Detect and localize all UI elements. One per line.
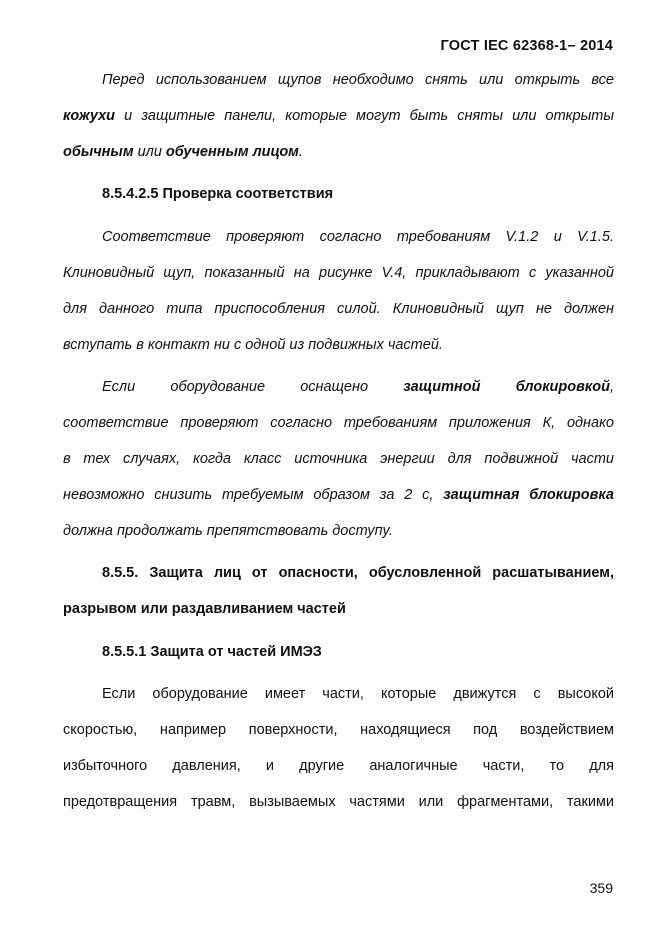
text-fragment: .	[298, 144, 303, 160]
text-line: для данного типа приспособления силой. Клиновидный щуп не должен	[63, 301, 614, 317]
text-line: соответствие проверяют согласно требованиям приложения К, однако	[63, 415, 614, 431]
page-header: ГОСТ IEC 62368-1– 2014	[440, 38, 613, 54]
text-line: вступать в контакт ни с одной из подвижных частей.	[63, 337, 443, 353]
text-line: скоростью, например поверхности, находящиеся под воздействием	[63, 722, 614, 738]
heading-text: 8.5.5. Защита лиц от опасности, обусловленной расшатыванием,	[102, 565, 614, 581]
text-line	[63, 486, 614, 504]
section-heading	[63, 564, 614, 618]
text-fragment: Если оборудование оснащено	[102, 379, 404, 395]
paragraph-compliance-check	[63, 228, 614, 354]
text-line	[63, 107, 614, 125]
text-line: Перед использованием щупов необходимо снять или открыть все	[102, 72, 614, 88]
text-fragment: и защитные панели, которые могут быть сняты или открыты	[115, 108, 614, 124]
heading-text: 8.5.4.2.5 Проверка соответствия	[102, 186, 334, 202]
paragraph-interlock	[63, 378, 614, 540]
text-line: Клиновидный щуп, показанный на рисунке V.4, прикладывают с указанной	[63, 265, 614, 281]
term-bold: защитной блокировкой	[403, 379, 610, 395]
text-line	[63, 143, 614, 161]
text-line: должна продолжать препятствовать доступу.	[63, 523, 393, 539]
text-line	[63, 378, 614, 396]
term-bold: обычным	[63, 144, 134, 160]
text-line: избыточного давления, и другие аналогичные части, то для	[63, 758, 614, 774]
heading-text: 8.5.5.1 Защита от частей ИМЭЗ	[102, 644, 322, 660]
page-number: 359	[589, 880, 613, 896]
text-line: предотвращения травм, вызываемых частями или фрагментами, такими	[63, 794, 614, 810]
term-bold: обученным лицом	[165, 144, 299, 160]
term-bold: защитная блокировка	[443, 487, 614, 503]
paragraph-probe-prep	[63, 71, 614, 161]
term-bold: кожухи	[63, 108, 116, 124]
text-fragment: или	[133, 144, 166, 160]
text-fragment: невозможно снизить требуемым образом за 2 с,	[63, 487, 444, 503]
text-line: Если оборудование имеет части, которые движутся с высокой	[102, 686, 614, 702]
heading-text: разрывом или раздавливанием частей	[63, 601, 346, 617]
section-heading	[63, 185, 614, 203]
paragraph-fast-parts	[63, 685, 614, 811]
section-heading	[63, 643, 614, 661]
text-line: в тех случаях, когда класс источника энергии для подвижной части	[63, 451, 614, 467]
text-fragment: ,	[609, 379, 614, 395]
text-line: Соответствие проверяют согласно требованиям V.1.2 и V.1.5.	[102, 229, 614, 245]
